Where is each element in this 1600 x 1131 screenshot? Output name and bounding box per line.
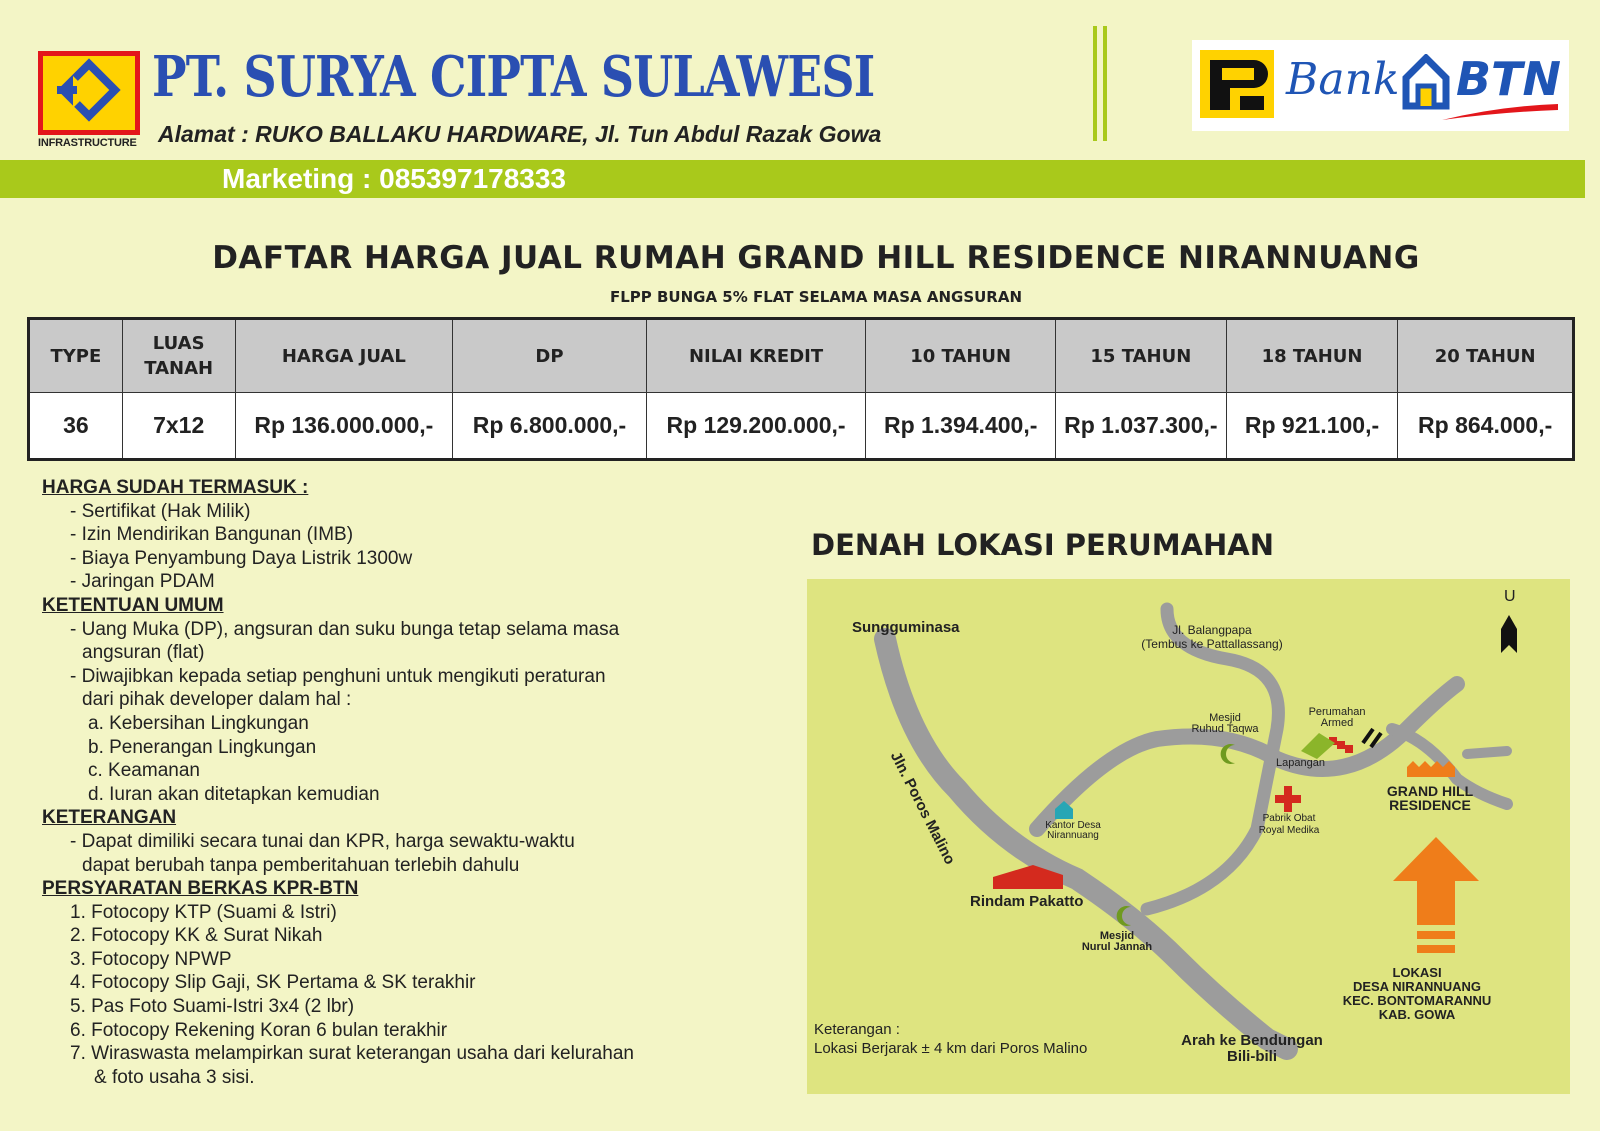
label-rindam: Rindam Pakatto [970, 893, 1084, 910]
cell-18-tahun: Rp 921.100,- [1226, 393, 1398, 460]
header-nilai-kredit: NILAI KREDIT [646, 319, 866, 393]
sub-list-item: d. Iuran akan ditetapkan kemudian [88, 783, 380, 805]
field-icon [1301, 729, 1341, 759]
list-item: 6. Fotocopy Rekening Koran 6 bulan terakhir [70, 1019, 448, 1041]
header-luas-tanah [122, 319, 235, 393]
label-pabrik-obat [1249, 813, 1329, 837]
mosque-icon [1215, 743, 1237, 765]
bank-brand: BTN [1456, 52, 1561, 106]
list-item: - Diwajibkan kepada setiap penghuni untuk mengikuti peraturan [70, 665, 606, 687]
map-title: DENAH LOKASI PERUMAHAN [811, 528, 1274, 562]
list-item-continued: angsuran (flat) [82, 642, 205, 664]
label-grand-hill [1373, 784, 1487, 812]
list-item: - Sertifikat (Hak Milik) [70, 500, 251, 522]
list-item: - Uang Muka (DP), angsuran dan suku bunga tetap selama masa [70, 618, 620, 640]
list-item: - Izin Mendirikan Bangunan (IMB) [70, 524, 354, 546]
included-heading: HARGA SUDAH TERMASUK : [42, 477, 309, 498]
label-kantor-desa-line1: Kantor Desa [1045, 820, 1101, 831]
logo-caption: INFRASTRUCTURE [38, 137, 137, 149]
general-heading: KETENTUAN UMUM [42, 594, 224, 616]
header-18-tahun: 18 TAHUN [1226, 319, 1398, 393]
label-perumahan-armed-line2: Armed [1320, 717, 1354, 729]
office-icon [1053, 801, 1075, 819]
list-item: 7. Wiraswasta melampirkan surat keterangan usaha dari kelurahan [70, 1043, 634, 1065]
bank-btn-logo [1192, 40, 1569, 131]
cell-luas-tanah: 7x12 [122, 393, 235, 460]
list-item: 5. Pas Foto Suami-Istri 3x4 (2 lbr) [70, 996, 355, 1018]
label-lapangan: Lapangan [1276, 757, 1325, 769]
map-note-line2: Lokasi Berjarak ± 4 km dari Poros Malino [814, 1040, 1088, 1057]
company-address: Alamat : RUKO BALLAKU HARDWARE, Jl. Tun Abdul Razak Gowa [158, 121, 882, 147]
pu-logo-icon [1200, 50, 1274, 118]
diamond-logo-icon [43, 56, 135, 130]
cell-dp: Rp 6.800.000,- [453, 393, 647, 460]
label-grand-hill-line2: RESIDENCE [1389, 797, 1471, 813]
bank-word: Bank [1286, 54, 1400, 105]
marketing-phone: Marketing : 085397178333 [222, 163, 566, 194]
label-balangpapa-line1: Jl. Balangpapa [1172, 623, 1252, 637]
north-label: U [1504, 588, 1516, 605]
list-item: 1. Fotocopy KTP (Suami & Istri) [70, 901, 337, 923]
header-type: TYPE [29, 319, 123, 393]
page-title: DAFTAR HARGA JUAL RUMAH GRAND HILL RESIDENCE NIRANNUANG [212, 240, 1420, 276]
header-10-tahun: 10 TAHUN [866, 319, 1056, 393]
header-20-tahun: 20 TAHUN [1398, 319, 1574, 393]
company-logo [38, 51, 140, 149]
sub-list-item: c. Keamanan [88, 760, 200, 782]
cell-harga-jual: Rp 136.000.000,- [235, 393, 453, 460]
label-perumahan-armed [1302, 707, 1372, 729]
price-table [27, 317, 1575, 461]
requirements-heading: PERSYARATAN BERKAS KPR-BTN [42, 878, 359, 900]
label-mesjid-nurul [1072, 931, 1162, 953]
divider-line [1103, 26, 1107, 141]
list-item-continued: dari pihak developer dalam hal : [82, 689, 352, 711]
residence-icon [1407, 759, 1459, 779]
cell-nilai-kredit: Rp 129.200.000,- [646, 393, 866, 460]
label-lokasi [1312, 966, 1522, 1022]
label-bendungan-line1: Arah ke Bendungan [1181, 1032, 1323, 1049]
note-heading: KETERANGAN [42, 807, 177, 829]
label-lokasi-line1: LOKASI [1392, 965, 1442, 980]
header-dp: DP [453, 319, 647, 393]
label-pabrik-obat-line2: Royal Medika [1258, 825, 1320, 836]
medical-cross-icon [1275, 786, 1301, 812]
table-row [29, 393, 1574, 460]
sub-list-item: b. Penerangan Lingkungan [88, 736, 317, 758]
list-item: - Dapat dimiliki secara tunai dan KPR, harga sewaktu-waktu [70, 830, 575, 852]
label-lokasi-line3: KEC. BONTOMARANNU [1342, 993, 1492, 1008]
location-arrow-icon [1393, 837, 1479, 957]
label-perumahan-armed-line1: Perumahan [1308, 706, 1366, 718]
rindam-building-icon [993, 865, 1063, 889]
label-lokasi-line4: KAB. GOWA [1378, 1007, 1456, 1022]
list-item: - Biaya Penyambung Daya Listrik 1300w [70, 547, 413, 569]
label-kantor-desa [1033, 821, 1113, 841]
cell-10-tahun: Rp 1.394.400,- [866, 393, 1056, 460]
list-item: 4. Fotocopy Slip Gaji, SK Pertama & SK terakhir [70, 972, 476, 994]
list-item: 2. Fotocopy KK & Surat Nikah [70, 925, 323, 947]
sub-list-item: a. Kebersihan Lingkungan [88, 712, 309, 734]
list-item: 3. Fotocopy NPWP [70, 948, 232, 970]
label-bendungan-line2: Bili-bili [1227, 1048, 1277, 1065]
label-sungguminasa: Sungguminasa [852, 619, 960, 636]
label-kantor-desa-line2: Nirannuang [1047, 830, 1099, 841]
label-mesjid-ruhud [1185, 713, 1265, 735]
label-mesjid-ruhud-line2: Ruhud Taqwa [1191, 723, 1259, 735]
label-poros-malino: Jln. Poros Malino [886, 749, 959, 868]
list-item-continued: dapat berubah tanpa pemberitahuan terlebih dahulu [82, 854, 520, 876]
map-note [814, 1020, 1087, 1058]
label-mesjid-ruhud-line1: Mesjid [1209, 712, 1241, 724]
page-subtitle: FLPP BUNGA 5% FLAT SELAMA MASA ANGSURAN [609, 288, 1023, 306]
cell-type: 36 [29, 393, 123, 460]
header-harga-jual: HARGA JUAL [235, 319, 453, 393]
label-balangpapa [1137, 623, 1287, 651]
cell-15-tahun: Rp 1.037.300,- [1055, 393, 1226, 460]
company-name: PT. SURYA CIPTA SULAWESI [152, 44, 875, 110]
label-lokasi-line2: DESA NIRANNUANG [1352, 979, 1482, 994]
map-note-line1: Keterangan : [814, 1021, 900, 1038]
btn-swoosh-icon [1440, 102, 1560, 122]
table-header-row [29, 319, 1574, 393]
label-bendungan [1167, 1033, 1337, 1065]
mosque-icon [1111, 905, 1133, 927]
label-balangpapa-line2: (Tembus ke Pattallassang) [1141, 637, 1283, 651]
label-grand-hill-line1: GRAND HILL [1386, 783, 1474, 799]
list-item: - Jaringan PDAM [70, 571, 215, 593]
label-mesjid-nurul-line2: Nurul Jannah [1081, 941, 1153, 953]
list-item-continued: & foto usaha 3 sisi. [94, 1066, 255, 1088]
label-mesjid-nurul-line1: Mesjid [1099, 930, 1135, 942]
label-pabrik-obat-line1: Pabrik Obat [1262, 813, 1316, 824]
divider-line [1093, 26, 1097, 141]
cell-20-tahun: Rp 864.000,- [1398, 393, 1574, 460]
location-map [807, 579, 1570, 1094]
header-luas-tanah-label: LUAS TANAH [144, 333, 214, 379]
north-arrow-icon [1501, 615, 1517, 653]
header-15-tahun: 15 TAHUN [1055, 319, 1226, 393]
info-section [42, 476, 762, 1089]
